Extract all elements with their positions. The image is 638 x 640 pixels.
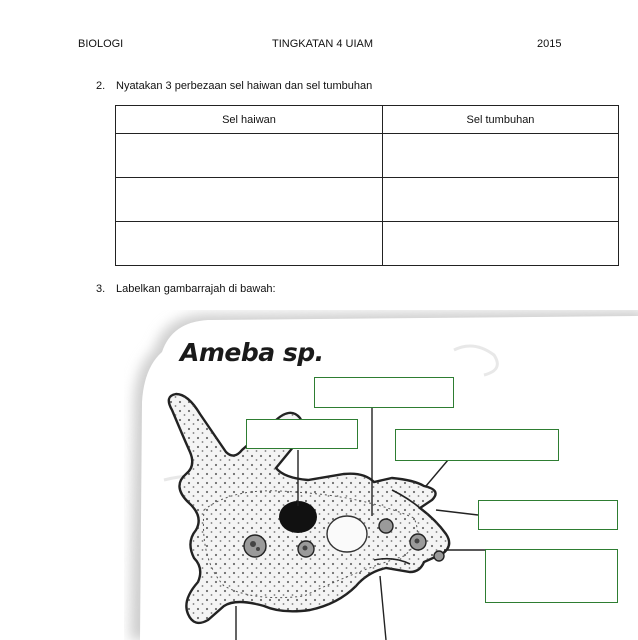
label-box[interactable] xyxy=(478,500,618,530)
label-box[interactable] xyxy=(246,419,358,449)
label-box[interactable] xyxy=(314,377,454,408)
question-text: Nyatakan 3 perbezaan sel haiwan dan sel tumbuhan xyxy=(116,80,373,92)
column-header-sel-tumbuhan: Sel tumbuhan xyxy=(383,106,619,134)
answer-cell[interactable] xyxy=(383,134,619,178)
answer-cell[interactable] xyxy=(383,178,619,222)
comparison-table xyxy=(115,105,619,266)
header-subject: BIOLOGI xyxy=(78,38,124,50)
answer-cell[interactable] xyxy=(116,134,383,178)
question-number: 3. xyxy=(96,283,106,295)
question-3 xyxy=(96,283,496,297)
question-2 xyxy=(96,80,496,94)
column-header-sel-haiwan: Sel haiwan xyxy=(116,106,383,134)
figure-title: Ameba sp. xyxy=(180,338,324,367)
header-year: 2015 xyxy=(537,38,562,50)
answer-cell[interactable] xyxy=(116,178,383,222)
ameba-figure xyxy=(124,310,638,640)
header-form: TINGKATAN 4 UIAM xyxy=(272,38,374,50)
table-row xyxy=(116,134,619,178)
answer-cell[interactable] xyxy=(383,222,619,266)
label-box[interactable] xyxy=(485,549,618,603)
table-header-row xyxy=(116,106,619,134)
question-number: 2. xyxy=(96,80,106,92)
table-row xyxy=(116,178,619,222)
contractile-vacuole xyxy=(327,516,367,552)
table-row xyxy=(116,222,619,266)
label-box[interactable] xyxy=(395,429,559,461)
answer-cell[interactable] xyxy=(116,222,383,266)
question-text: Labelkan gambarrajah di bawah: xyxy=(116,283,276,295)
